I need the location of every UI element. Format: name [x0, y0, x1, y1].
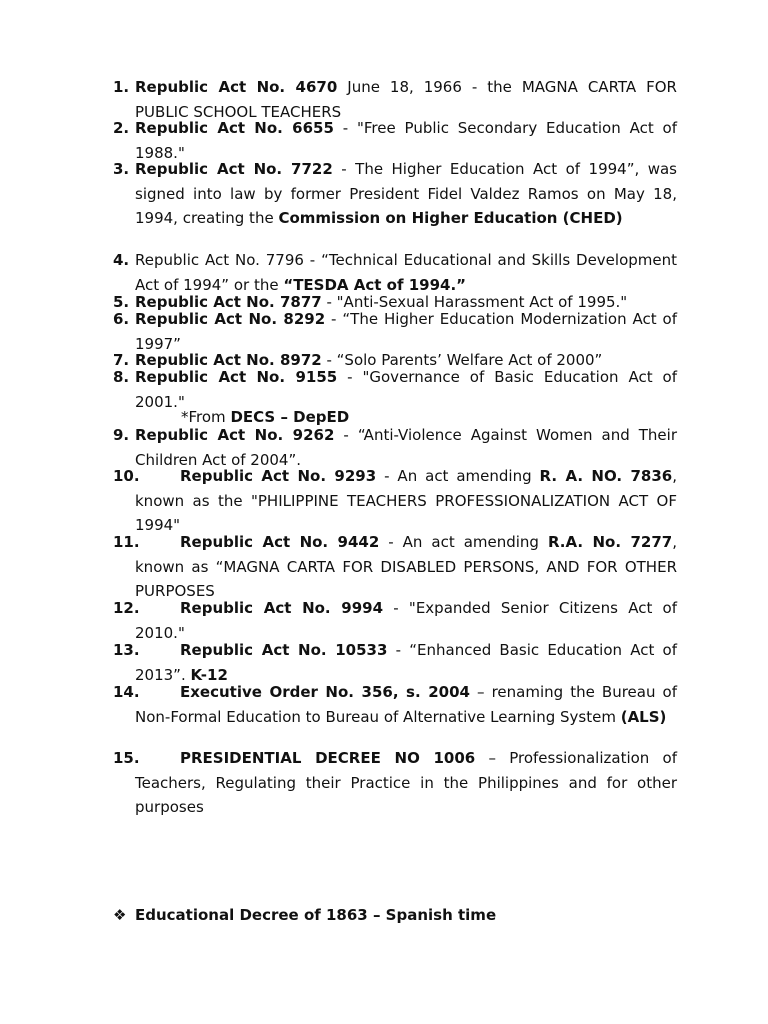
act-description: - “Anti-Violence Against Women and Their Children Act of 2004”.	[135, 426, 677, 469]
act-description: - The Higher Education Act of 1994”, was signed into law by former President Fidel Valdez Ramos on May 18, 1994, creating the	[135, 160, 678, 227]
act-reference: R.A. No. 7277	[547, 533, 673, 551]
item-number: 10.	[113, 467, 140, 485]
item-number: 7.	[113, 351, 130, 369]
item-number: 15.	[113, 749, 140, 767]
act-description: - An act amending	[379, 533, 548, 551]
list-item	[113, 530, 677, 604]
note-source: DECS – DepED	[230, 408, 350, 426]
act-title: Republic Act No. 9293	[180, 467, 377, 485]
item-number: 1.	[113, 78, 130, 96]
item-number: 4.	[113, 251, 130, 269]
item-number: 6.	[113, 310, 130, 328]
act-title: Republic Act No. 9442	[180, 533, 380, 551]
item-number: 13.	[113, 641, 140, 659]
item-number: 3.	[113, 160, 130, 178]
act-highlight: (ALS)	[620, 707, 667, 726]
act-description: - "Governance of Basic Education Act of 2001."	[135, 368, 677, 411]
act-description: - "Anti-Sexual Harassment Act of 1995."	[321, 293, 628, 311]
item-number: 12.	[113, 599, 140, 617]
act-description: June 18, 1966 - the MAGNA CARTA FOR PUBLIC SCHOOL TEACHERS	[135, 78, 677, 121]
act-title: Republic Act No. 9994	[180, 599, 384, 617]
act-description-tail: , known as “MAGNA CARTA FOR DISABLED PERSONS, AND FOR OTHER PURPOSES	[135, 533, 677, 600]
act-highlight: K-12	[190, 665, 228, 684]
bullet-text: Educational Decree of 1863 – Spanish time	[135, 906, 497, 924]
act-description: Republic Act No. 7796 - “Technical Educational and Skills Development Act of 1994” or the	[135, 251, 677, 294]
item-number: 2.	[113, 119, 130, 137]
act-title: PRESIDENTIAL DECREE NO 1006	[180, 749, 476, 767]
item-number: 14.	[113, 683, 140, 701]
act-description: - “The Higher Education Modernization Act of 1997”	[135, 310, 677, 353]
list-item	[113, 157, 677, 231]
act-description: - An act amending	[376, 467, 540, 485]
item-number: 9.	[113, 426, 130, 444]
act-title: “TESDA Act of 1994.”	[283, 275, 467, 294]
list-item	[113, 746, 677, 820]
act-title: Republic Act No. 8972	[135, 351, 322, 369]
act-description: – renaming the Bureau of Non-Formal Education to Bureau of Alternative Learning System	[135, 683, 677, 726]
act-description: - “Solo Parents’ Welfare Act of 2000”	[321, 351, 603, 369]
act-description: - "Expanded Senior Citizens Act of 2010."	[135, 599, 678, 642]
act-title: Republic Act No. 8292	[135, 310, 326, 328]
act-title: Executive Order No. 356, s. 2004	[180, 683, 470, 701]
act-title: Republic Act No. 6655	[135, 119, 334, 137]
list-item	[113, 680, 677, 729]
act-title: Republic Act No. 9155	[135, 368, 338, 386]
bullet-item	[113, 904, 496, 926]
act-description: – Professionalization of Teachers, Regulating their Practice in the Philippines and for other purposes	[135, 749, 677, 816]
act-description: - "Free Public Secondary Education Act of 1988."	[135, 119, 677, 162]
act-description: - “Enhanced Basic Education Act of 2013”.	[135, 641, 677, 684]
diamond-bullet-icon: ❖	[113, 906, 127, 924]
act-title: Republic Act No. 7722	[135, 160, 333, 178]
act-highlight: Commission on Higher Education (CHED)	[278, 209, 623, 227]
item-number: 11.	[113, 533, 140, 551]
act-reference: R. A. NO. 7836	[539, 467, 673, 485]
act-title: Republic Act No. 7877	[135, 293, 322, 311]
item-number: 8.	[113, 368, 130, 386]
act-description-tail: , known as the "PHILIPPINE TEACHERS PROFESSIONALIZATION ACT OF 1994"	[135, 467, 677, 534]
item-number: 5.	[113, 293, 130, 311]
act-title: Republic Act No. 9262	[135, 426, 335, 444]
act-title: Republic Act No. 4670	[135, 78, 338, 96]
act-title: Republic Act No. 10533	[180, 641, 388, 659]
note-prefix: *From	[181, 408, 231, 426]
list-item	[113, 464, 677, 538]
